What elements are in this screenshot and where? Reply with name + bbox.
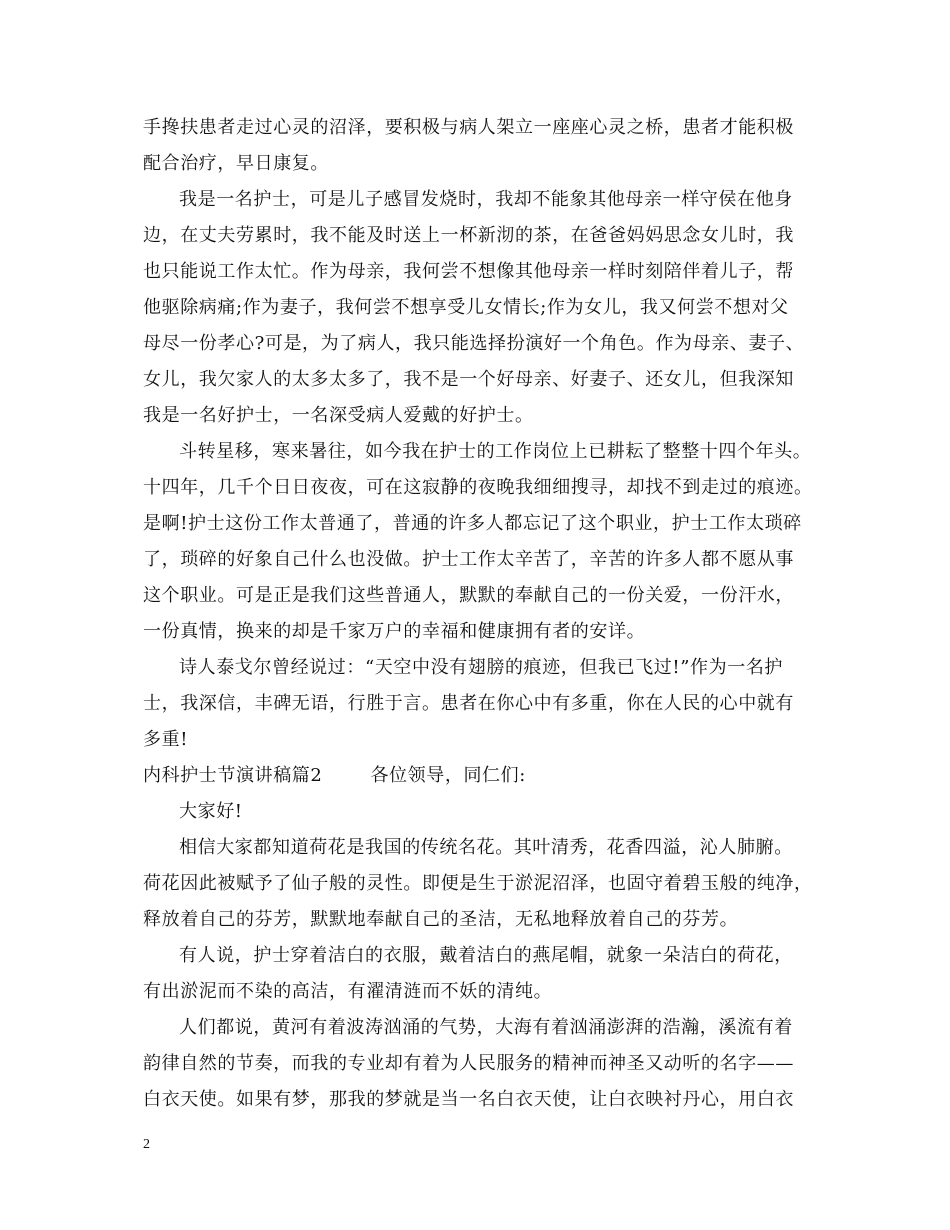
text-line: 他驱除病痛;作为妻子，我何尝不想享受儿女情长;作为女儿，我又何尝不想对父: [143, 297, 789, 318]
text-line: 有出淤泥而不染的高洁，有濯清涟而不妖的清纯。: [143, 981, 553, 1002]
page-number: 2: [143, 1137, 150, 1152]
text-line: 斗转星移，寒来暑往，如今我在护士的工作岗位上已耕耘了整整十四个年头。: [179, 441, 812, 462]
section-greeting: 各位领导，同仁们:: [370, 765, 526, 786]
text-line: 荷花因此被赋予了仙子般的灵性。即便是生于淤泥沼泽，也固守着碧玉般的纯净，: [143, 873, 813, 894]
text-line: 十四年，几千个日日夜夜，可在这寂静的夜晚我细细搜寻，却找不到走过的痕迹。: [143, 477, 813, 498]
text-line: 士，我深信，丰碑无语，行胜于言。患者在你心中有多重，你在人民的心中就有: [143, 693, 794, 714]
section-title: 内科护士节演讲稿篇2: [143, 765, 323, 786]
text-line: 边，在丈夫劳累时，我不能及时送上一杯新沏的茶，在爸爸妈妈思念女儿时，我: [143, 225, 794, 246]
text-line: 韵律自然的节奏，而我的专业却有着为人民服务的精神而神圣又动听的名字——: [143, 1053, 794, 1074]
text-line: 人们都说，黄河有着波涛汹涌的气势，大海有着汹涌澎湃的浩瀚，溪流有着: [179, 1017, 793, 1038]
text-line: 是啊!护士这份工作太普通了，普通的许多人都忘记了这个职业，护士工作太琐碎: [143, 513, 802, 534]
text-line: 诗人泰戈尔曾经说过：“天空中没有翅膀的痕迹，但我已飞过!”作为一名护: [179, 657, 784, 678]
text-line: 手搀扶患者走过心灵的沼泽，要积极与病人架立一座座心灵之桥，患者才能积极: [143, 117, 794, 138]
document-body: [143, 110, 833, 1118]
text-line: 我是一名护士，可是儿子感冒发烧时，我却不能象其他母亲一样守侯在他身: [179, 189, 793, 210]
text-line: 释放着自己的芬芳，默默地奉献自己的圣洁，无私地释放着自己的芬芳。: [143, 909, 739, 930]
text-line: 一份真情，换来的却是千家万户的幸福和健康拥有者的安详。: [143, 621, 646, 642]
text-line: 白衣天使。如果有梦，那我的梦就是当一名白衣天使，让白衣映衬丹心，用白衣: [143, 1089, 794, 1110]
text-line: 也只能说工作太忙。作为母亲，我何尝不想像其他母亲一样时刻陪伴着儿子，帮: [143, 261, 794, 282]
text-line: 我是一名好护士，一名深受病人爱戴的好护士。: [143, 405, 534, 426]
text-line: 大家好!: [179, 801, 243, 822]
text-line: 有人说，护士穿着洁白的衣服，戴着洁白的燕尾帽，就象一朵洁白的荷花，: [179, 945, 793, 966]
section-heading: [143, 758, 833, 794]
text-line: 相信大家都知道荷花是我国的传统名花。其叶清秀，花香四溢，沁人肺腑。: [179, 837, 793, 858]
text-line: 配合治疗，早日康复。: [143, 153, 329, 174]
text-line: 这个职业。可是正是我们这些普通人，默默的奉献自己的一份关爱，一份汗水，: [143, 585, 794, 606]
text-line: 母尽一份孝心?可是，为了病人，我只能选择扮演好一个角色。作为母亲、妻子、: [143, 333, 805, 354]
text-line: 女儿，我欠家人的太多太多了，我不是一个好母亲、好妻子、还女儿，但我深知: [143, 369, 794, 390]
text-line: 多重!: [143, 729, 189, 750]
text-line: 了，琐碎的好象自己什么也没做。护士工作太辛苦了，辛苦的许多人都不愿从事: [143, 549, 794, 570]
